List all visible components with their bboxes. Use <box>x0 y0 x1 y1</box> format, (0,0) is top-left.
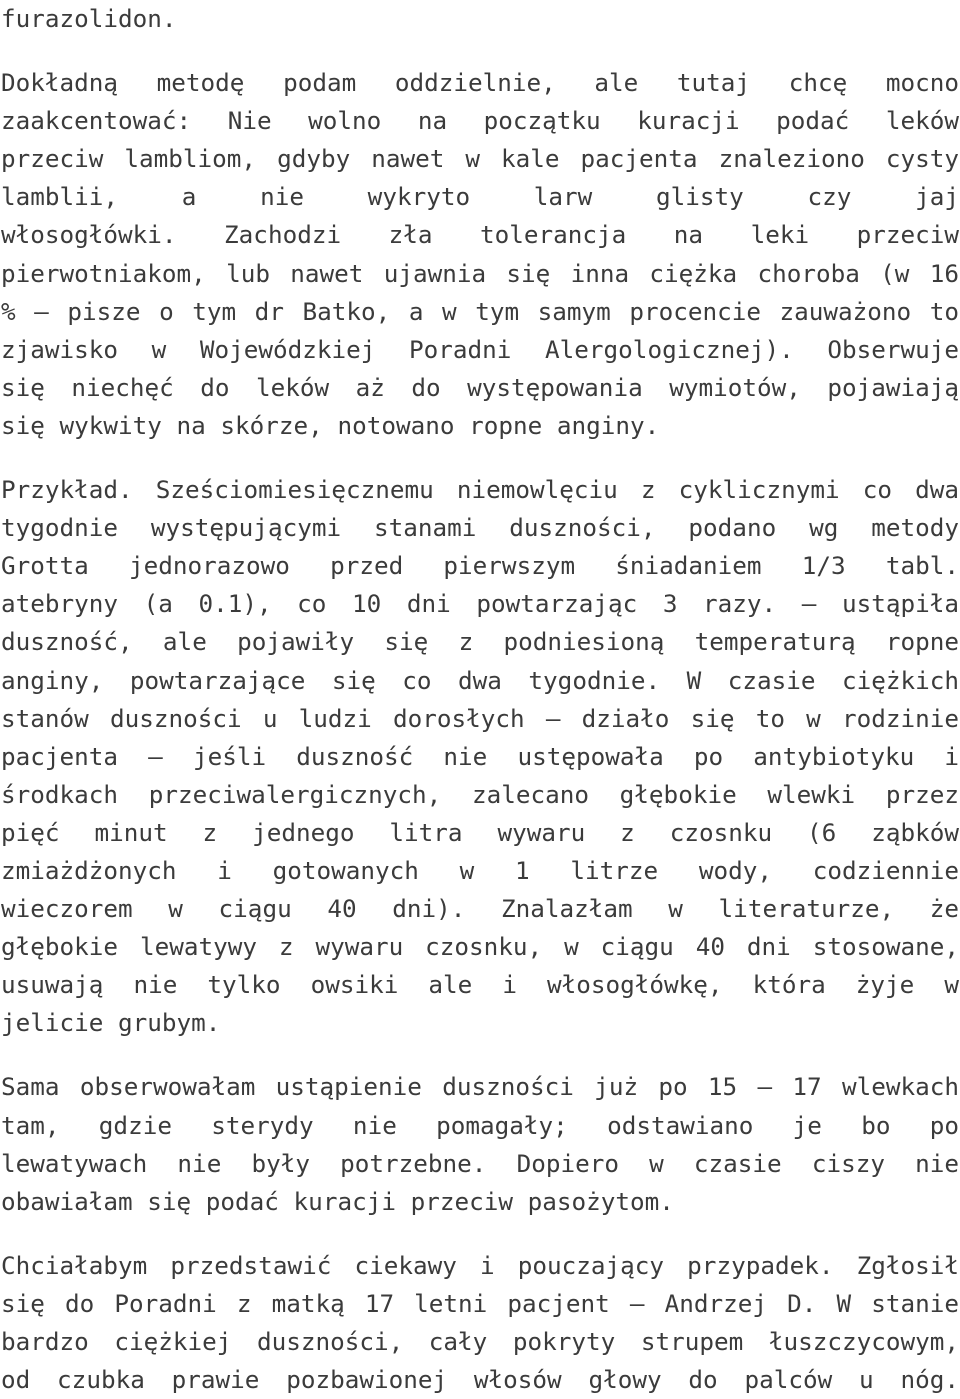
text-line: tygodnie występującymi stanami duszności, podano wg metody <box>1 513 959 543</box>
paragraph <box>1 64 959 445</box>
text-line: włosogłówki. Zachodzi zła tolerancja na leki przeciw <box>1 220 959 250</box>
text-line: lewatywach nie były potrzebne. Dopiero w czasie ciszy nie <box>1 1148 959 1178</box>
text-line: od czubka prawie pozbawionej włosów głowy do palców u nóg. <box>1 1365 959 1395</box>
text-line: zjawisko w Wojewódzkiej Poradni Alergologicznej). Obserwuje <box>1 334 959 364</box>
text-line: środkach przeciwalergicznych, zalecano głębokie wlewki przez <box>1 779 959 809</box>
paragraph-gap <box>1 1221 959 1247</box>
text-line: obawiałam się podać kuracji przeciw pasożytom. <box>1 1186 674 1216</box>
text-line: się do Poradni z matką 17 letni pacjent – Andrzej D. W stanie <box>1 1288 959 1318</box>
text-line: jelicie grubym. <box>1 1008 221 1038</box>
text-line: pacjenta – jeśli duszność nie ustępowała po antybiotyku i <box>1 741 959 771</box>
text-line: przeciw lambliom, gdyby nawet w kale pacjenta znaleziono cysty <box>1 144 959 174</box>
text-line: atebryny (a 0.1), co 10 dni powtarzając 3 razy. – ustąpiła <box>1 589 959 619</box>
text-line: tam, gdzie sterydy nie pomagały; odstawiano je bo po <box>1 1110 959 1140</box>
document-page <box>1 0 959 1399</box>
text-line: Chciałabym przedstawić ciekawy i pouczający przypadek. Zgłosił <box>1 1250 959 1280</box>
paragraph <box>1 0 959 38</box>
text-line: głębokie lewatywy z wywaru czosnku, w ciągu 40 dni stosowane, <box>1 932 959 962</box>
text-line: lamblii, a nie wykryto larw glisty czy jaj <box>1 182 959 212</box>
text-line: usuwają nie tylko owsiki ale i włosogłówkę, która żyje w <box>1 970 959 1000</box>
text-line: się niechęć do leków aż do występowania wymiotów, pojawiają <box>1 372 959 402</box>
paragraph-gap <box>1 1042 959 1068</box>
paragraph <box>1 471 959 1042</box>
text-line: się wykwity na skórze, notowano ropne anginy. <box>1 410 660 440</box>
paragraph <box>1 1247 959 1399</box>
text-line: Przykład. Sześciomiesięcznemu niemowlęciu z cyklicznymi co dwa <box>1 475 959 505</box>
text-line: stanów duszności u ludzi dorosłych – działo się to w rodzinie <box>1 703 959 733</box>
text-line: bardzo ciężkiej duszności, cały pokryty strupem łuszczycowym, <box>1 1327 959 1356</box>
paragraph-gap <box>1 38 959 64</box>
text-line: furazolidon. <box>1 4 177 33</box>
paragraph-gap <box>1 445 959 471</box>
text-line: duszność, ale pojawiły się z podniesioną temperaturą ropne <box>1 627 959 657</box>
paragraph <box>1 1068 959 1220</box>
text-line: Sama obserwowałam ustąpienie duszności już po 15 – 17 wlewkach <box>1 1072 959 1102</box>
text-line: Dokładną metodę podam oddzielnie, ale tutaj chcę mocno <box>1 68 959 98</box>
text-line: Grotta jednorazowo przed pierwszym śniadaniem 1/3 tabl. <box>1 551 959 581</box>
text-line: zmiażdżonych i gotowanych w 1 litrze wody, codziennie <box>1 855 959 885</box>
text-line: anginy, powtarzające się co dwa tygodnie. W czasie ciężkich <box>1 665 959 695</box>
text-line: pierwotniakom, lub nawet ujawnia się inna ciężka choroba (w 16 <box>1 258 959 288</box>
text-line: % – pisze o tym dr Batko, a w tym samym procencie zauważono to <box>1 296 959 326</box>
text-line: wieczorem w ciągu 40 dni). Znalazłam w literaturze, że <box>1 894 959 924</box>
text-line: pięć minut z jednego litra wywaru z czosnku (6 ząbków <box>1 817 959 847</box>
text-line: zaakcentować: Nie wolno na początku kuracji podać leków <box>1 106 959 136</box>
